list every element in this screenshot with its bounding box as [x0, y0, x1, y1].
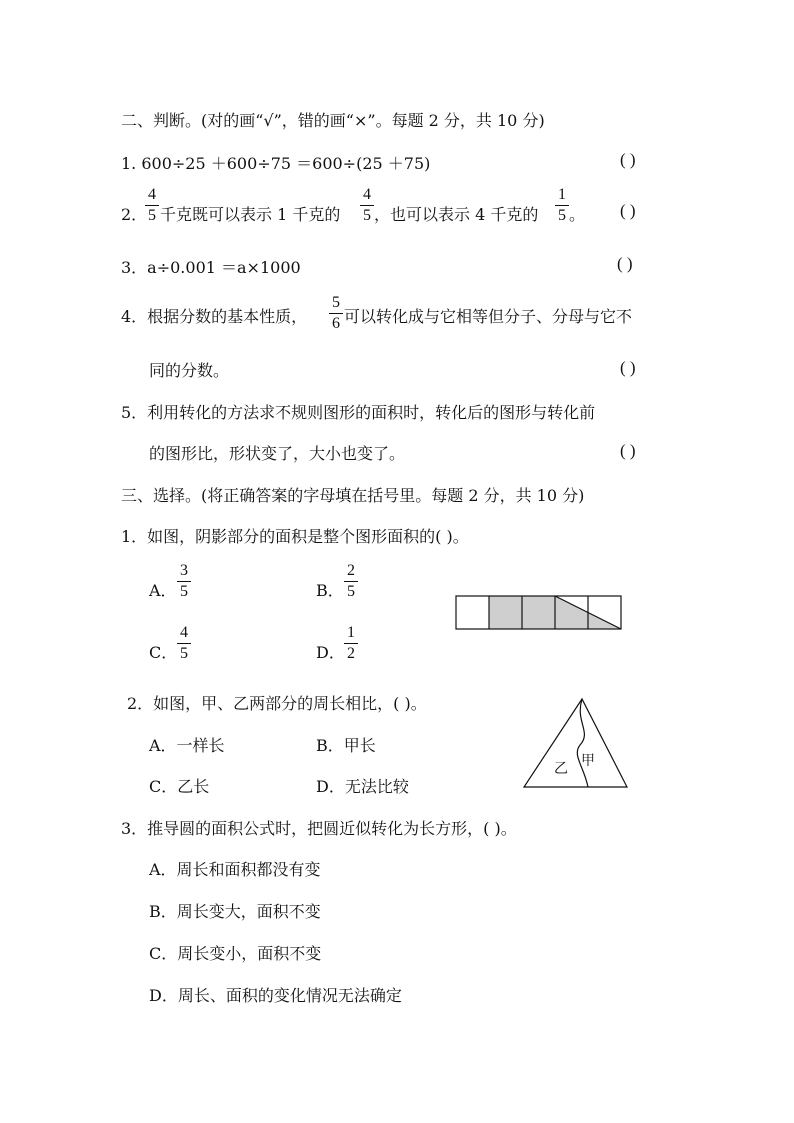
s2-q2-fraction-1: 4 5	[145, 186, 159, 225]
s3-q1-text: 1．如图，阴影部分的面积是整个图形面积的( )。	[121, 527, 469, 546]
s3-q3-option-b: B．周长变大，面积不变	[149, 902, 321, 921]
s2-q1-text: 1. 600÷25 ＋600÷75 ＝600÷(25 ＋75)	[121, 154, 431, 173]
s3-q1-option-d-label: D．	[316, 643, 345, 662]
s3-q1-option-a-fraction: 3 5	[177, 562, 191, 601]
section3-heading: 三、选择。(将正确答案的字母填在括号里。每题 2 分，共 10 分)	[121, 486, 585, 505]
triangle	[524, 699, 627, 787]
s2-q2-fraction-2: 4 5	[360, 186, 374, 225]
s3-q3-option-d: D．周长、面积的变化情况无法确定	[149, 986, 402, 1005]
section2-heading: 二、判断。(对的画“√”，错的画“×”。每题 2 分，共 10 分)	[121, 111, 545, 130]
s3-q2-option-b: B．甲长	[316, 736, 376, 755]
s2-q2-fraction-3: 1 5	[555, 186, 569, 225]
s3-q1-option-c-fraction: 4 5	[177, 624, 191, 663]
s3-q2-text: 2．如图，甲、乙两部分的周长相比，( )。	[127, 694, 427, 713]
s3-q2-option-d: D．无法比较	[316, 777, 409, 796]
s3-q3-text: 3．推导圆的面积公式时，把圆近似转化为长方形，( )。	[121, 819, 517, 838]
s3-q2-option-a: A．一样长	[149, 736, 225, 755]
s3-q2-figure	[520, 697, 630, 790]
s3-q1-option-d-fraction: 1 2	[344, 624, 358, 663]
s2-q4-text-1: 可以转化成与它相等但分子、分母与它不	[344, 307, 633, 326]
s2-q4-answer-paren[interactable]: ( )	[620, 358, 636, 377]
s3-q1-figure	[455, 595, 623, 631]
s2-q5-line-1: 5．利用转化的方法求不规则图形的面积时，转化后的图形与转化前	[121, 403, 596, 422]
s2-q4-text-2: 同的分数。	[149, 361, 230, 380]
s2-q2-num: 2．	[121, 205, 148, 224]
s3-q1-option-b-fraction: 2 5	[344, 562, 358, 601]
s2-q5-line-2: 的图形比，形状变了，大小也变了。	[149, 444, 406, 463]
s3-q3-option-c: C．周长变小，面积不变	[149, 944, 322, 963]
s2-q2-answer-paren[interactable]: ( )	[620, 201, 636, 220]
s2-q4-fraction: 5 6	[329, 294, 343, 333]
s2-q2-text-3: 。	[569, 205, 586, 224]
label-jia: 甲	[581, 753, 595, 769]
s2-q2-text-1: 千克既可以表示 1 千克的	[160, 205, 341, 224]
s2-q3-answer-paren[interactable]: ( )	[617, 254, 633, 273]
s3-q2-option-c: C．乙长	[149, 777, 210, 796]
dividing-curve	[577, 699, 588, 787]
s3-q1-option-c-label: C．	[149, 643, 178, 662]
label-yi: 乙	[554, 761, 568, 777]
s2-q5-answer-paren[interactable]: ( )	[620, 441, 636, 460]
s3-q1-option-a-label: A．	[149, 581, 177, 600]
s2-q3-text: 3．a÷0.001 ＝a×1000	[121, 258, 301, 277]
s2-q2-text-2: ，也可以表示 4 千克的	[374, 205, 539, 224]
s3-q3-option-a: A．周长和面积都没有变	[149, 860, 321, 879]
s3-q1-option-b-label: B．	[316, 581, 344, 600]
s2-q4-num: 4．根据分数的基本性质，	[121, 307, 308, 326]
s2-q1-answer-paren[interactable]: ( )	[620, 150, 636, 169]
